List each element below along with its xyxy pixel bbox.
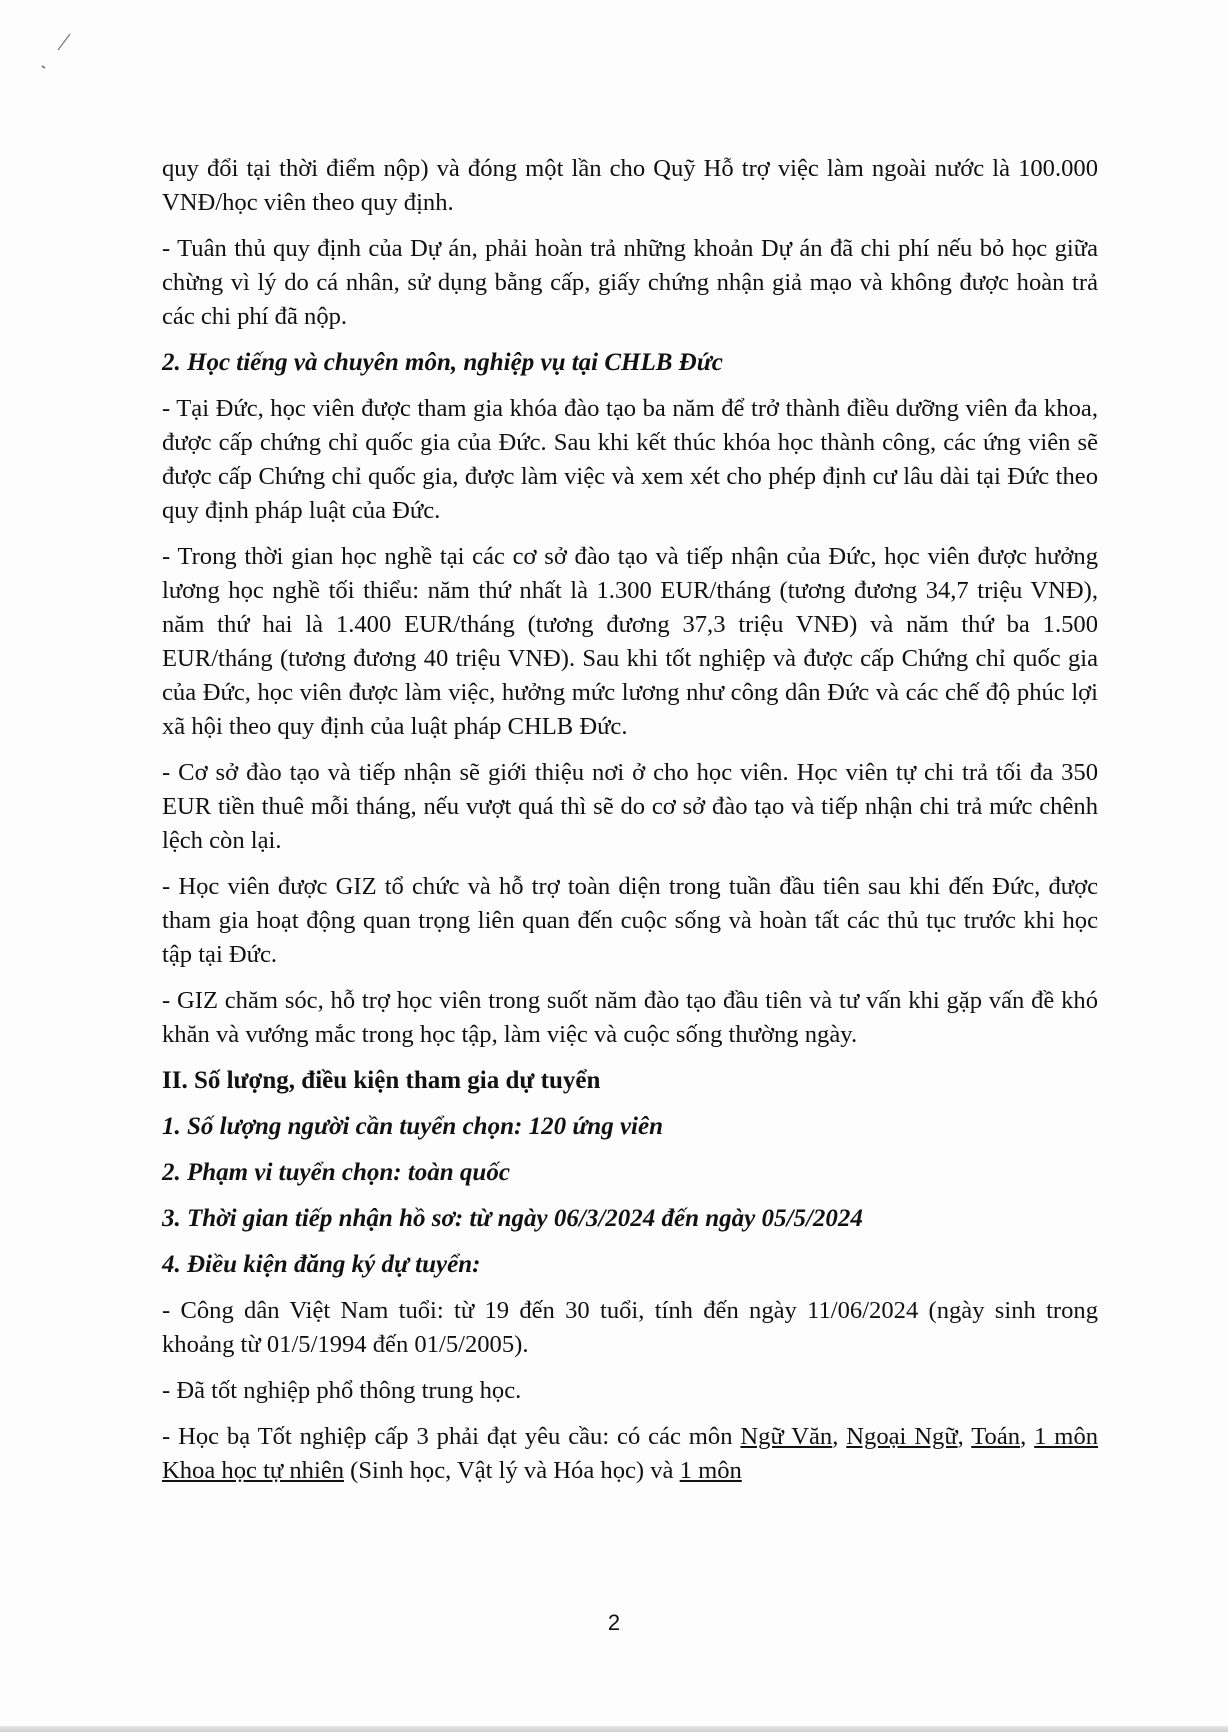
separator-2: ,	[957, 1423, 972, 1450]
subject-foreign-language: Ngoại Ngữ	[846, 1423, 958, 1450]
paragraph-age-requirement: - Công dân Việt Nam tuổi: từ 19 đến 30 tuổi, tính đến ngày 11/06/2024 (ngày sinh trong khoảng từ 01/5/1994 đến 01/5/2005).	[162, 1297, 1098, 1358]
paragraph-fee-conversion: quy đổi tại thời điểm nộp) và đóng một lần cho Quỹ Hỗ trợ việc làm ngoài nước là 100.000 VNĐ/học viên theo quy định.	[162, 155, 1098, 216]
subheading-application-period: 3. Thời gian tiếp nhận hồ sơ: từ ngày 06/3/2024 đến ngày 05/5/2024	[162, 1205, 863, 1232]
subject-natural-science: 1 môn Khoa học tự nhiên	[162, 1423, 1099, 1484]
separator-1: ,	[832, 1423, 847, 1450]
subject-literature: Ngữ Văn	[740, 1423, 833, 1450]
separator-3: ,	[1020, 1423, 1035, 1450]
subheading-quantity: 1. Số lượng người cần tuyển chọn: 120 ứng viên	[162, 1113, 663, 1140]
paragraph-transcript-requirement	[162, 1420, 1098, 1488]
transcript-middle: (Sinh học, Vật lý và Hóa học) và	[344, 1457, 680, 1484]
section-heading-germany-training: 2. Học tiếng và chuyên môn, nghiệp vụ tại CHLB Đức	[162, 349, 723, 376]
paragraph-training-in-germany: - Tại Đức, học viên được tham gia khóa đào tạo ba năm để trở thành điều dưỡng viên đa khoa, được cấp chứng chỉ quốc gia của Đức. Sau khi kết thúc khóa học thành công, các ứng viên sẽ được cấp Chứng chỉ quốc gia, được làm việc và xem xét cho phép định cư lâu dài tại Đức theo quy định pháp luật của Đức.	[162, 395, 1098, 524]
page-number: 2	[607, 1610, 621, 1635]
paragraph-compliance: - Tuân thủ quy định của Dự án, phải hoàn trả những khoản Dự án đã chi phí nếu bỏ học giữa chừng vì lý do cá nhân, sử dụng bằng cấp, giấy chứng nhận giả mạo và không được hoàn trả các chi phí đã nộp.	[162, 235, 1098, 330]
paragraph-education-requirement: - Đã tốt nghiệp phổ thông trung học.	[162, 1377, 522, 1404]
subheading-conditions: 4. Điều kiện đăng ký dự tuyển:	[162, 1251, 481, 1278]
page-bottom-edge	[0, 1726, 1228, 1732]
section-heading-quantity-conditions: II. Số lượng, điều kiện tham gia dự tuyển	[162, 1067, 601, 1094]
paragraph-giz-support: - GIZ chăm sóc, hỗ trợ học viên trong suốt năm đào tạo đầu tiên và tư vấn khi gặp vấn đề khó khăn và vướng mắc trong học tập, làm việc và cuộc sống thường ngày.	[162, 987, 1098, 1048]
subject-one-more: 1 môn	[679, 1457, 742, 1484]
subheading-scope: 2. Phạm vi tuyển chọn: toàn quốc	[162, 1159, 510, 1186]
transcript-prefix: - Học bạ Tốt nghiệp cấp 3 phải đạt yêu cầu: có các môn	[162, 1423, 741, 1450]
paragraph-giz-first-week: - Học viên được GIZ tổ chức và hỗ trợ toàn diện trong tuần đầu tiên sau khi đến Đức, được tham gia hoạt động quan trọng liên quan đến cuộc sống và hoàn tất các thủ tục trước khi học tập tại Đức.	[162, 873, 1098, 968]
subject-math: Toán	[971, 1423, 1021, 1450]
document-body	[162, 152, 1098, 1500]
paragraph-apprentice-salary: - Trong thời gian học nghề tại các cơ sở đào tạo và tiếp nhận của Đức, học viên được hưởng lương học nghề tối thiểu: năm thứ nhất là 1.300 EUR/tháng (tương đương 34,7 triệu VNĐ), năm thứ hai là 1.400 EUR/tháng (tương đương 37,3 triệu VNĐ) và năm thứ ba 1.500 EUR/tháng (tương đương 40 triệu VNĐ). Sau khi tốt nghiệp và được cấp Chứng chỉ quốc gia của Đức, học viên được làm việc, hưởng mức lương như công dân Đức và các chế độ phúc lợi xã hội theo quy định của luật pháp CHLB Đức.	[162, 543, 1098, 740]
paragraph-accommodation: - Cơ sở đào tạo và tiếp nhận sẽ giới thiệu nơi ở cho học viên. Học viên tự chi trả tối đa 350 EUR tiền thuê mỗi tháng, nếu vượt quá thì sẽ do cơ sở đào tạo và tiếp nhận chi trả mức chênh lệch còn lại.	[162, 759, 1098, 854]
scan-artifact-mark	[36, 28, 78, 74]
